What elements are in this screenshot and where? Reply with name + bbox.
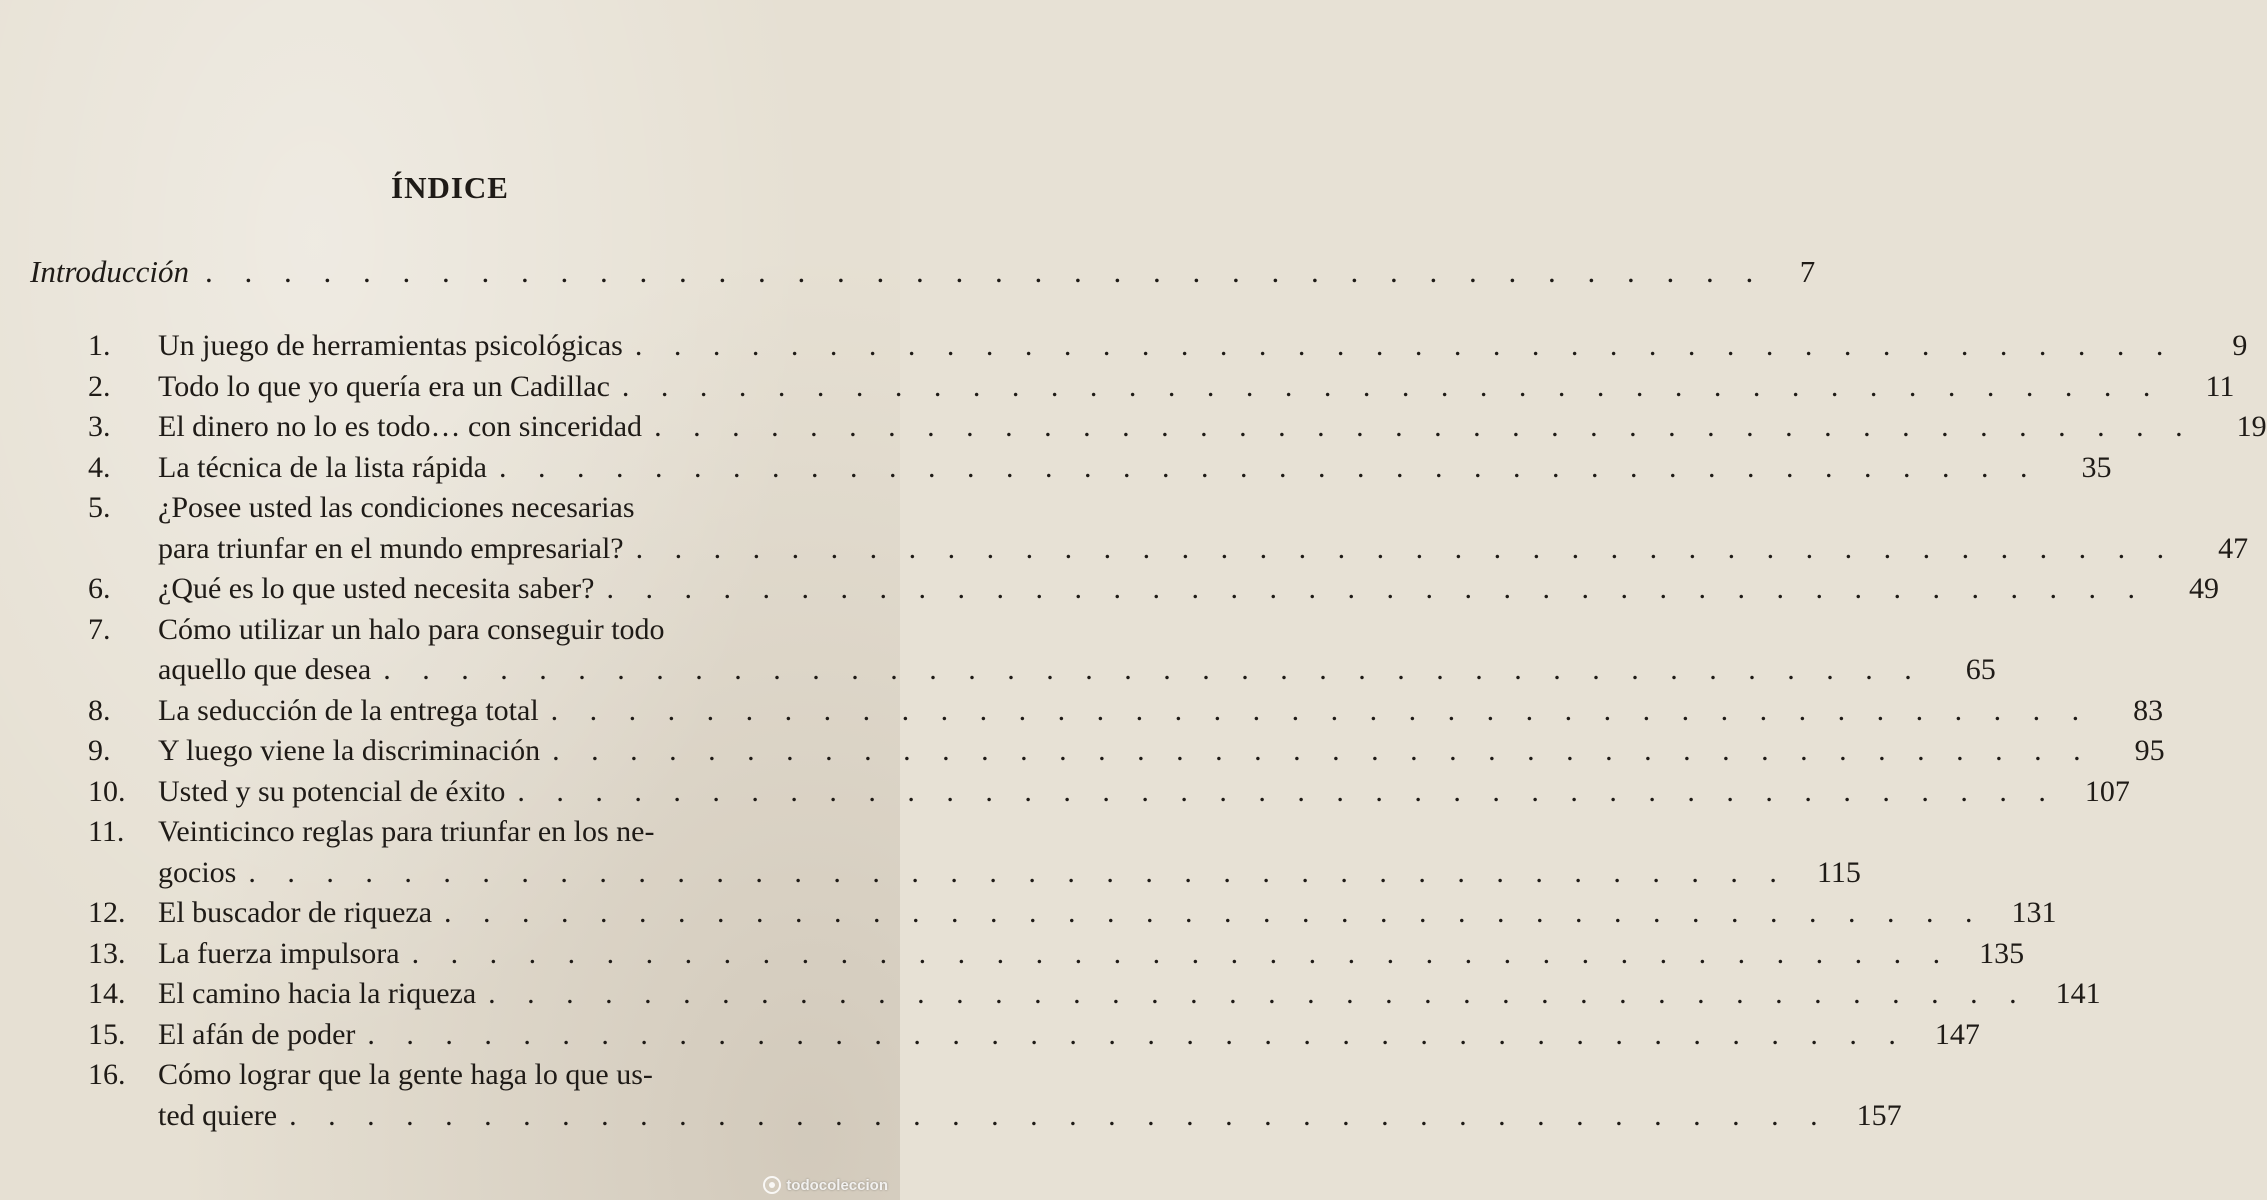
chapter-title-line [158,569,2219,610]
chapter-page: 65 [1965,653,1996,686]
chapter-title: La técnica de la lista rápida [158,450,487,484]
dot-leader: . . . . . . . . . . . . . . . . . . . . . . . . . . . . . . . . . . . . . . . . [248,855,1789,889]
chapter-page: 9 [2232,329,2248,362]
chapter-number: 8. [88,693,111,727]
chapter-entry [88,691,2164,732]
chapter-number: 3. [88,410,111,443]
chapter-title-line [158,934,2024,975]
chapter-title-line [158,893,2057,934]
chapter-entry [88,893,2057,934]
watermark [763,1176,888,1194]
dot-leader: . . . . . . . . . . . . . . . . . . . . . . . . . . . . . . . . . . . . . . . . [488,977,2029,1010]
watermark-text: todocoleccion [786,1176,888,1194]
dot-leader: . . . . . . . . . . . . . . . . . . . . . . . . . . . . . . . . . . . . . . . . [635,531,2177,565]
chapter-page: 131 [2011,896,2057,929]
chapter-page: 141 [2055,977,2101,1010]
chapter-title-line [158,853,1861,894]
dot-leader: . . . . . . . . . . . . . . . . . . . . . . . . . . . . . . . . . . . . . . . . [499,450,2040,484]
chapter-title-line [158,326,2247,367]
chapter-entry [88,812,1861,893]
dot-leader: . . . . . . . . . . . . . . . . . . . . . . . . . . . . . . . . . . . . . . . . [606,572,2147,605]
chapter-title-block [158,488,2248,569]
watermark-logo-icon [763,1176,781,1194]
chapter-number: 4. [88,450,111,484]
chapter-title: Veinticinco reglas para triunfar en los ne- [158,815,655,848]
chapter-title-block [158,934,2024,975]
chapter-page: 157 [1856,1098,1902,1132]
chapter-number: 1. [88,329,111,362]
chapter-page: 115 [1816,855,1861,889]
dot-leader: . . . . . . . . . . . . . . . . . . . . . . . . . . . . . . . . . . . . . . . . [654,410,2195,443]
chapter-list [88,326,2267,1136]
chapter-entry [88,610,1996,691]
dot-leader: . . . . . . . . . . . . . . . . . . . . . . . . . . . . . . . . . . . . . . . . [411,936,1953,970]
chapter-title-line [158,772,2130,813]
dot-leader: . . . . . . . . . . . . . . . . . . . . . . . . . . . . . . . . . . . . . . . . [517,774,2058,808]
introduction-page: 7 [1799,254,1816,289]
chapter-title: El camino hacia la riqueza [158,977,477,1010]
chapter-page: 11 [2205,369,2235,403]
chapter-page: 135 [1979,936,2025,970]
chapter-title-line [158,1055,1902,1096]
chapter-title-block [158,367,2234,408]
chapter-title: Y luego viene la discriminación [158,734,541,767]
chapter-title-block [158,610,1996,691]
introduction-row [30,246,1816,290]
chapter-entry [88,974,2101,1015]
chapter-page: 19 [2236,410,2267,443]
chapter-entry [88,488,2249,569]
chapter-entry [88,326,2248,367]
chapter-title-block [158,772,2130,813]
chapter-page: 147 [1934,1017,1980,1051]
chapter-title: aquello que desea [158,653,372,686]
chapter-entry [88,1055,1902,1136]
dot-leader: . . . . . . . . . . . . . . . . . . . . . . . . . . . . . . . . . . . . . . . . [204,254,1766,289]
chapter-title-block [158,812,1861,893]
chapter-title-block [158,569,2219,610]
chapter-title-block [158,731,2165,772]
chapter-number: 9. [88,734,111,767]
chapter-title-line [158,1096,1902,1137]
chapter-title: El buscador de riqueza [158,896,433,929]
chapter-number: 11. [88,815,125,848]
dot-leader: . . . . . . . . . . . . . . . . . . . . . . . . . . . . . . . . . . . . . . . . [383,653,1924,686]
chapter-title: Cómo lograr que la gente haga lo que us- [158,1058,653,1091]
chapter-title: ¿Posee usted las condiciones necesarias [158,491,635,524]
dot-leader: . . . . . . . . . . . . . . . . . . . . . . . . . . . . . . . . . . . . . . . . [289,1098,1830,1132]
chapter-title: El dinero no lo es todo… con sinceridad [158,410,643,443]
chapter-title: Todo lo que yo quería era un Cadillac [158,369,610,403]
chapter-title-line [158,407,2267,448]
chapter-number: 6. [88,572,111,605]
chapter-title-block [158,1055,1902,1136]
chapter-title-line [158,691,2163,732]
chapter-number: 16. [88,1058,126,1091]
chapter-number: 2. [88,369,111,403]
chapter-title-block [158,691,2163,732]
chapter-title: Un juego de herramientas psicológicas [158,329,623,362]
chapter-number: 7. [88,612,111,646]
dot-leader: . . . . . . . . . . . . . . . . . . . . . . . . . . . . . . . . . . . . . . . . [634,329,2176,362]
chapter-title-line [158,610,1996,651]
chapter-page: 83 [2133,693,2164,727]
chapter-title-line [158,488,2248,529]
chapter-title-line [158,650,1996,691]
chapter-title: Cómo utilizar un halo para conseguir todo [158,612,665,646]
chapter-title-line [158,812,1861,853]
chapter-title-line [158,1015,1980,1056]
chapter-entry [88,934,2025,975]
chapter-page: 35 [2081,450,2112,484]
chapter-title-block [158,448,2112,489]
chapter-title: ¿Qué es lo que usted necesita saber? [158,572,595,605]
dot-leader: . . . . . . . . . . . . . . . . . . . . . . . . . . . . . . . . . . . . . . . . [367,1017,1908,1051]
chapter-title-block [158,893,2057,934]
chapter-title: La fuerza impulsora [158,936,400,970]
chapter-entry [88,407,2267,448]
chapter-page: 107 [2084,774,2130,808]
chapter-page: 95 [2134,734,2165,767]
chapter-number: 14. [88,977,126,1010]
dot-leader: . . . . . . . . . . . . . . . . . . . . . . . . . . . . . . . . . . . . . . . . [552,734,2093,767]
chapter-entry [88,1015,1980,1056]
chapter-page: 47 [2218,531,2249,565]
chapter-title: para triunfar en el mundo empresarial? [158,531,624,565]
chapter-title-block [158,326,2247,367]
chapter-entry [88,731,2165,772]
chapter-title-line [158,367,2234,408]
chapter-title: Usted y su potencial de éxito [158,774,506,808]
introduction-label: Introducción [30,254,189,289]
dot-leader: . . . . . . . . . . . . . . . . . . . . . . . . . . . . . . . . . . . . . . . . [444,896,1985,929]
chapter-entry [88,448,2112,489]
chapter-title-line [158,529,2248,570]
chapter-number: 10. [88,774,126,808]
chapter-title: El afán de poder [158,1017,356,1051]
chapter-number: 12. [88,896,126,929]
chapter-title-line [158,448,2112,489]
chapter-title-line [158,731,2165,772]
chapter-title-line [158,974,2101,1015]
chapter-entry [88,569,2219,610]
chapter-title: ted quiere [158,1098,278,1132]
chapter-title-block [158,407,2267,448]
chapter-entry [88,367,2235,408]
chapter-title-block [158,974,2101,1015]
chapter-number: 13. [88,936,126,970]
chapter-number: 15. [88,1017,126,1051]
chapter-title: gocios [158,855,237,889]
dot-leader: . . . . . . . . . . . . . . . . . . . . . . . . . . . . . . . . . . . . . . . . [550,693,2092,727]
dot-leader: . . . . . . . . . . . . . . . . . . . . . . . . . . . . . . . . . . . . . . . . [621,369,2163,403]
index-title: ÍNDICE [391,170,509,205]
chapter-entry [88,772,2130,813]
chapter-page: 49 [2188,572,2219,605]
chapter-number: 5. [88,491,111,524]
chapter-title: La seducción de la entrega total [158,693,539,727]
chapter-title-block [158,1015,1980,1056]
